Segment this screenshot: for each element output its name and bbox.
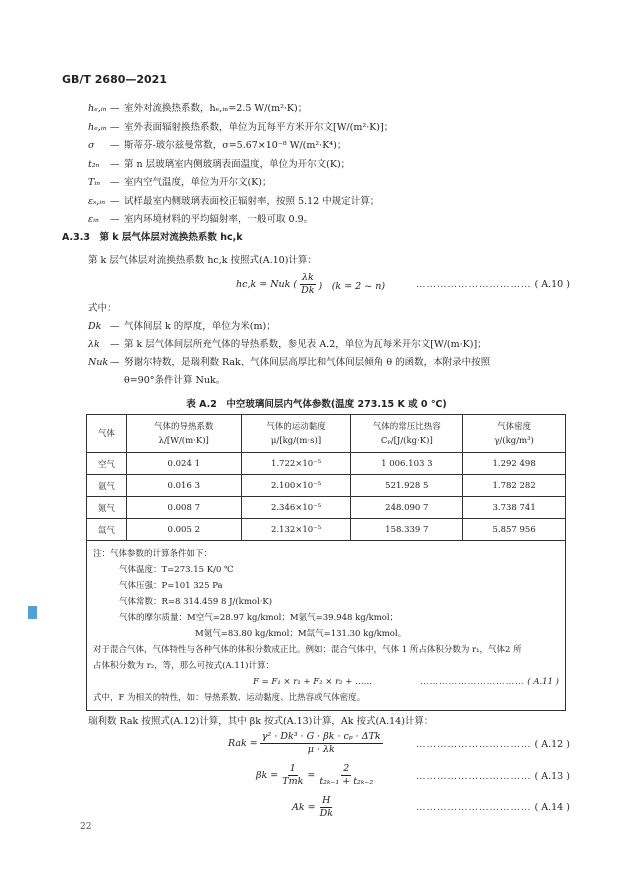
symbol-row: Tᵢₙ — 室内空气温度，单位为开尔文(K)； <box>88 174 393 193</box>
symbol-definition-list <box>88 100 393 230</box>
side-tab-marker <box>28 606 37 619</box>
table-cell: 1.722×10⁻⁵ <box>241 453 351 475</box>
table-cell: 158.339 7 <box>351 519 463 541</box>
table-cell: 0.005 2 <box>126 519 241 541</box>
table-cell: 1.292 498 <box>463 453 566 475</box>
header-cell: 气体的常压比热容 Cₚ/[J/(kg·K)] <box>351 415 463 453</box>
variable-description: 第 k 层气体间层所充气体的导热系数，参见表 A.2，单位为瓦每米开尔文[W/(m·K)]； <box>124 339 487 350</box>
table-cell: 2.346×10⁻⁵ <box>241 497 351 519</box>
note-line: 气体的摩尔质量：M空气=28.97 kg/kmol；M氩气=39.948 kg/kmol； <box>119 613 399 623</box>
table-cell: 氩气 <box>87 475 127 497</box>
fraction-numerator: λk <box>301 272 314 283</box>
variable-row: λk — 第 k 层气体间层所充气体的导热系数，参见表 A.2，单位为瓦每米开尔文[W/(m·K)]； <box>88 336 490 354</box>
equation-a10 <box>236 272 385 297</box>
table-cell: 0.024 1 <box>126 453 241 475</box>
table-cell: 空气 <box>87 453 127 475</box>
fraction <box>260 731 383 756</box>
fraction <box>299 272 316 297</box>
fraction-denominator: Dk <box>301 285 315 296</box>
variable-symbol: Nuk <box>88 357 109 368</box>
equation-rhs: ) (k = 2 ~ n) <box>318 280 386 292</box>
table-cell: 2.132×10⁻⁵ <box>241 519 351 541</box>
fraction-denominator: Tmk <box>282 776 304 787</box>
table-cell: 248.090 7 <box>351 497 463 519</box>
table-title: 表 A.2 中空玻璃间层内气体参数(温度 273.15 K 或 0 ℃) <box>186 399 447 410</box>
symbol: σ <box>88 140 95 151</box>
section-heading: A.3.3 第 k 层气体层对流换热系数 hc,k <box>62 232 243 243</box>
fraction-denominator: Dk <box>319 808 333 819</box>
variable-description: 气体间层 k 的厚度，单位为米(m)； <box>124 321 276 332</box>
table-cell: 1.782 282 <box>463 475 566 497</box>
equation-a14 <box>292 795 337 820</box>
variable-symbol: λk <box>88 339 100 350</box>
where-label: 式中： <box>88 303 117 314</box>
symbol: t₂ₙ <box>88 158 100 170</box>
variable-row: Nuk — 努谢尔特数，是瑞利数 Rak、气体间层高厚比和气体间层倾角 θ 的函数，本附录中按照 <box>88 354 490 372</box>
equation-number-a13: …………………………… ( A.13 ) <box>416 771 570 782</box>
table-cell: 1 006.103 3 <box>351 453 463 475</box>
fraction-denominator: μ · λk <box>307 744 335 755</box>
symbol-row: εᵢₙ — 室内环境材料的平均辐射率，一般可取 0.9。 <box>88 211 393 230</box>
fraction-numerator: H <box>322 795 331 806</box>
fraction-numerator: 1 <box>289 763 296 774</box>
symbol: Tᵢₙ <box>88 177 101 188</box>
fraction <box>317 763 375 788</box>
fraction-numerator: 2 <box>343 763 350 774</box>
equation-lhs: βk = <box>256 770 279 781</box>
table-row <box>87 475 566 497</box>
equation-a11 <box>93 674 559 690</box>
equation-lhs: Rak = <box>228 738 258 749</box>
header-cell: 气体的运动黏度 μ/[kg/(m·s)] <box>241 415 351 453</box>
header-cell: 气体 <box>87 415 127 453</box>
table-cell: 氙气 <box>87 519 127 541</box>
symbol-description: 试样最室内侧玻璃表面校正辐射率，按照 5.12 中规定计算； <box>124 195 380 207</box>
symbol-row: σ — 斯蒂芬-玻尔兹曼常数，σ=5.67×10⁻⁸ W/(m²·K⁴)； <box>88 137 393 156</box>
fraction-denominator: t₂ₖ₋₁ + t₂ₖ₋₂ <box>319 776 374 787</box>
equation-number-a10: …………………………… ( A.10 ) <box>416 279 570 290</box>
note-line: 气体温度：T=273.15 K/0 ℃ <box>119 565 234 575</box>
equation-lhs: hc,k = Nuk ( <box>236 279 298 290</box>
variable-description: 努谢尔特数，是瑞利数 Rak、气体间层高厚比和气体间层倾角 θ 的函数，本附录中按照 <box>124 357 491 368</box>
symbol: hₑ,ᵢₙ <box>88 103 107 114</box>
note-line: 式中，F 为相关的特性，如：导热系数、运动黏度、比热容或气体密度。 <box>93 693 366 703</box>
symbol-description: 室外对流换热系数，hₑ,ᵢₙ=2.5 W/(m²·K)； <box>124 103 308 114</box>
rayleigh-paragraph: 瑞利数 Rak 按照式(A.12)计算，其中 βk 按式(A.13)计算，Ak 按式(A.14)计算： <box>88 716 434 727</box>
symbol-row: hₑ,ᵢₙ — 室外对流换热系数，hₑ,ᵢₙ=2.5 W/(m²·K)； <box>88 100 393 119</box>
table-cell: 0.016 3 <box>126 475 241 497</box>
symbol: hₑ,ᵢₙ <box>88 121 107 133</box>
table-header-row <box>87 415 566 453</box>
fraction <box>318 795 335 820</box>
equation-number-a11: …………………………… ( A.11 ) <box>420 677 559 687</box>
note-line: 气体常数：R=8 314.459 8 J/(kmol·K) <box>119 597 273 607</box>
fraction-numerator: γ² · Dk³ · G · βk · cₚ · ΔTk <box>261 731 381 742</box>
table-cell: 521.928 5 <box>351 475 463 497</box>
symbol-description: 室内环境材料的平均辐射率，一般可取 0.9。 <box>124 214 314 225</box>
symbol-description: 室外表面辐射换热系数，单位为瓦每平方米开尔文[W/(m²·K)]； <box>124 121 394 133</box>
table-row <box>87 453 566 475</box>
header-cell: 气体密度 γ/(kg/m³) <box>463 415 566 453</box>
note-line: 占体积分数为 r₂，等，那么可按式(A.11)计算： <box>93 661 274 671</box>
table-cell: 5.857 956 <box>463 519 566 541</box>
table-cell: 2.100×10⁻⁵ <box>241 475 351 497</box>
variable-description: θ=90°条件计算 Nuk。 <box>124 375 226 386</box>
equation-number-a12: …………………………… ( A.12 ) <box>416 739 570 750</box>
symbol-row: hₑ,ᵢₙ — 室外表面辐射换热系数，单位为瓦每平方米开尔文[W/(m²·K)]； <box>88 119 393 138</box>
note-line: 注：气体参数的计算条件如下： <box>93 549 213 559</box>
note-line: M氪气=83.80 kg/kmol；M氙气=131.30 kg/kmol。 <box>195 629 407 639</box>
variable-row: Dk — 气体间层 k 的厚度，单位为米(m)； <box>88 318 490 336</box>
symbol-row: t₂ₙ — 第 n 层玻璃室内侧玻璃表面温度，单位为开尔文(K)； <box>88 156 393 175</box>
variable-row <box>88 372 490 390</box>
table-row <box>87 519 566 541</box>
equation-number-a14: …………………………… ( A.14 ) <box>416 802 570 813</box>
note-line: 对于混合气体，气体特性与各种气体的体积分数成正比。例如：混合气体中，气体 1 所占体积分数为 r₁，气体2 所 <box>93 645 522 655</box>
equation-a12 <box>228 731 385 756</box>
variable-definition-list <box>88 318 490 390</box>
table-cell: 3.738 741 <box>463 497 566 519</box>
symbol-row: εₛ,ᵢₙ — 试样最室内侧玻璃表面校正辐射率，按照 5.12 中规定计算； <box>88 193 393 212</box>
equation-a11-text: F = F₁ × r₁ + F₂ × r₂ + …… <box>253 677 373 687</box>
gas-parameters-table <box>86 414 566 711</box>
table-row <box>87 497 566 519</box>
equation-lhs: Ak = <box>292 802 316 813</box>
page-number: 22 <box>80 822 92 832</box>
symbol-description: 斯蒂芬-玻尔兹曼常数，σ=5.67×10⁻⁸ W/(m²·K⁴)； <box>124 140 347 151</box>
equals-sign: = <box>307 770 316 781</box>
symbol-description: 第 n 层玻璃室内侧玻璃表面温度，单位为开尔文(K)； <box>124 158 351 170</box>
variable-symbol: Dk <box>88 321 102 332</box>
symbol: εᵢₙ <box>88 214 99 225</box>
symbol-description: 室内空气温度，单位为开尔文(K)； <box>124 177 272 188</box>
table-note <box>87 541 566 711</box>
header-cell: 气体的导热系数 λ/[W/(m·K)] <box>126 415 241 453</box>
symbol: εₛ,ᵢₙ <box>88 195 106 207</box>
document-header: GB/T 2680—2021 <box>62 73 167 86</box>
table-cell: 0.008 7 <box>126 497 241 519</box>
equation-a13 <box>256 763 377 788</box>
note-line: 气体压强：P=101 325 Pa <box>119 581 223 591</box>
fraction <box>280 763 305 788</box>
intro-paragraph: 第 k 层气体层对流换热系数 hc,k 按照式(A.10)计算： <box>88 255 317 266</box>
table-note-row <box>87 541 566 711</box>
table-cell: 氪气 <box>87 497 127 519</box>
